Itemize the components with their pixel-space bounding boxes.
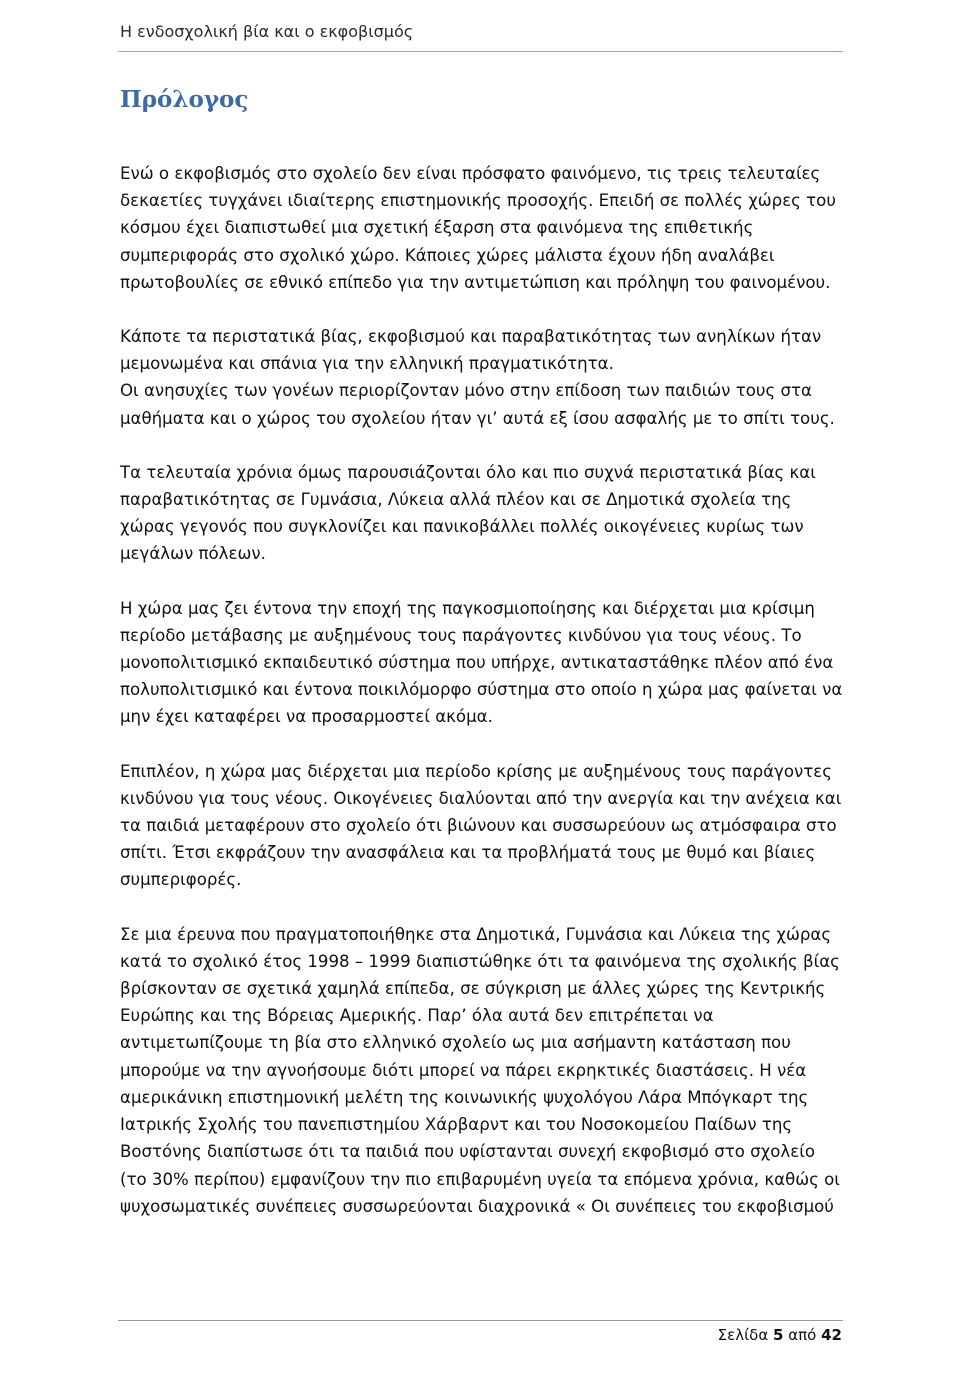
body-text [120, 160, 845, 1247]
paragraph: Επιπλέον, η χώρα μας διέρχεται μια περίοδο κρίσης με αυξημένους τους παράγοντες κινδύνου για τους νέους. Οικογένειες διαλύονται από την ανεργία και την ανέχεια και τα παιδιά μεταφέρουν στο σχολείο ότι βιώνουν και συσσωρεύουν ως ατμόσφαιρα στο σπίτι. Έτσι εκφράζουν την ανασφάλεια και τα προβλήματά τους με θυμό και βίαιες συμπεριφορές. [120, 761, 842, 890]
paragraph: Σε μια έρευνα που πραγματοποιήθηκε στα Δημοτικά, Γυμνάσια και Λύκεια της χώρας κατά το σχολικό έτος 1998 – 1999 διαπιστώθηκε ότι τα φαινόμενα της σχολικής βίας βρίσκονταν σε σχετικά χαμηλά επίπεδα, σε σύγκριση με άλλες χώρες της Κεντρικής Ευρώπης και της Βόρειας Αμερικής. Παρ’ όλα αυτά δεν επιτρέπεται να αντιμετωπίζουμε τη βία στο ελληνικό σχολείο ως μια ασήμαντη κατάσταση που μπορούμε να την αγνοήσουμε διότι μπορεί να πάρει εκρηκτικές διαστάσεις. Η νέα αμερικάνικη επιστημονική μελέτη της κοινωνικής ψυχολόγου Λάρα Μπόγκαρτ της Ιατρικής Σχολής του πανεπιστημίου Χάρβαρντ και του Νοσοκομείου Παίδων της Βοστόνης διαπίστωσε ότι τα παιδιά που υφίστανται συνεχή εκφοβισμό στο σχολείο (το 30% περίπου) εμφανίζουν την πιο επιβαρυμένη υγεία τα επόμενα χρόνια, καθώς οι ψυχοσωματικές συνέπειες συσσωρεύονται διαχρονικά « Οι συνέπειες του εκφοβισμού [120, 924, 840, 1216]
header-rule [118, 51, 843, 52]
paragraph: Κάποτε τα περιστατικά βίας, εκφοβισμού και παραβατικότητας των ανηλίκων ήταν μεμονωμένα και σπάνια για την ελληνική πραγματικότητα. [120, 327, 822, 374]
footer-rule [118, 1320, 843, 1321]
running-header: Η ενδοσχολική βία και ο εκφοβισμός [120, 22, 414, 41]
paragraph: Οι ανησυχίες των γονέων περιορίζονταν μόνο στην επίδοση των παιδιών τους στα μαθήματα και ο χώρος του σχολείου ήταν γι’ αυτά εξ ίσου ασφαλής με το σπίτι τους. [120, 381, 835, 428]
paragraph: Ενώ ο εκφοβισμός στο σχολείο δεν είναι πρόσφατο φαινόμενο, τις τρεις τελευταίες δεκαετίες τυγχάνει ιδιαίτερης επιστημονικής προσοχής. Επειδή σε πολλές χώρες του κόσμου έχει διαπιστωθεί μια σχετική έξαρση στα φαινόμενα της επιθετικής συμπεριφοράς στο σχολικό χώρο. Κάποιες χώρες μάλιστα έχουν ήδη αναλάβει πρωτοβουλίες σε εθνικό επίπεδο για την αντιμετώπιση και πρόληψη του φαινομένου. [120, 164, 836, 292]
of-word: από [788, 1326, 817, 1344]
page-word: Σελίδα [717, 1326, 769, 1344]
section-heading: Πρόλογος [120, 86, 249, 113]
page-number: 5 [773, 1326, 784, 1344]
paragraph: Η χώρα μας ζει έντονα την εποχή της παγκοσμιοποίησης και διέρχεται μια κρίσιμη περίοδο μετάβασης με αυξημένους τους παράγοντες κινδύνου για τους νέους. Το μονοπολιτισμικό εκπαιδευτικό σύστημα που υπήρχε, αντικαταστάθηκε πλέον από ένα πολυπολιτισμικό και έντονα ποικιλόμορφο σύστημα στο οποίο η χώρα μας φαίνεται να μην έχει καταφέρει να προσαρμοστεί ακόμα. [120, 598, 843, 727]
page-footer [718, 1326, 842, 1344]
total-pages: 42 [821, 1326, 842, 1344]
paragraph: Τα τελευταία χρόνια όμως παρουσιάζονται όλο και πιο συχνά περιστατικά βίας και παραβατικότητας σε Γυμνάσια, Λύκεια αλλά πλέον και σε Δημοτικά σχολεία της χώρας γεγονός που συγκλονίζει και πανικοβάλλει πολλές οικογένειες κυρίως των μεγάλων πόλεων. [120, 462, 816, 564]
